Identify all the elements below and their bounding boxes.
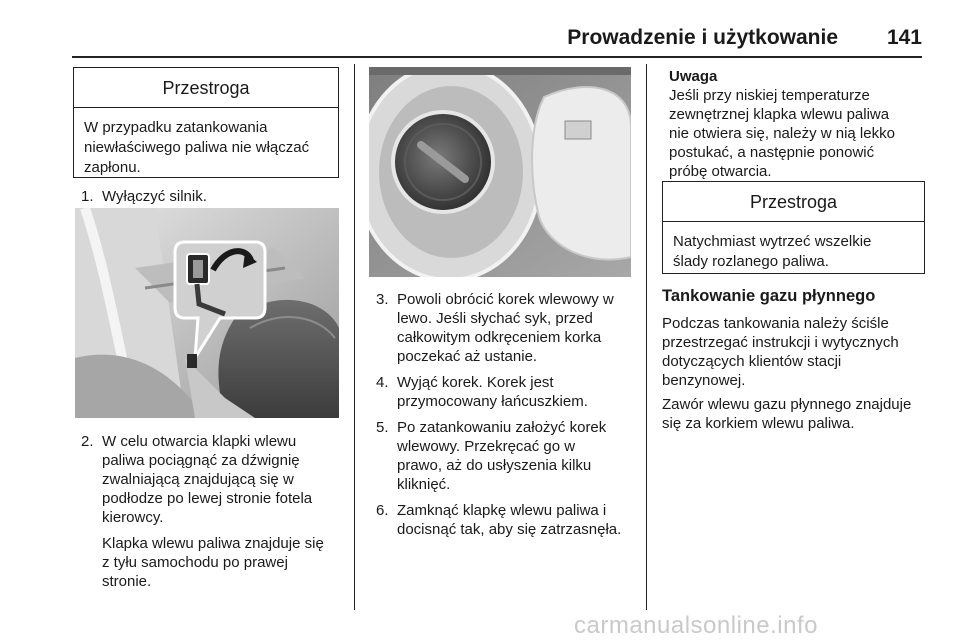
warning-title: Przestroga [663, 182, 924, 222]
step-number: 6. [376, 502, 389, 519]
paragraph-line: dotyczących klientów stacji [662, 353, 842, 370]
lpg-section-body [662, 314, 952, 433]
steps-3-to-6 [376, 290, 644, 546]
step-text [397, 501, 644, 539]
note-line: z tyłu samochodu po prawej [102, 554, 288, 571]
step-line: prawo, aż do usłyszenia kilku [397, 457, 592, 474]
paragraph-line: się za korkiem wlewu paliwa. [662, 415, 855, 432]
paragraph-line: przestrzegać instrukcji i wytycznych [662, 334, 899, 351]
note-line: zewnętrznej klapka wlewu paliwa [669, 106, 890, 123]
paragraph-line: Zawór wlewu gazu płynnego znajduje [662, 396, 912, 413]
step-line: kliknięć. [397, 476, 451, 493]
step-line: W celu otwarcia klapki wlewu [102, 433, 297, 450]
note-line: Jeśli przy niskiej temperaturze [669, 87, 870, 104]
column-divider-right [646, 64, 647, 610]
paragraph-line: benzynowej. [662, 372, 746, 389]
step-line: paliwa pociągnąć za dźwignię [102, 452, 300, 469]
warning-line: ślady rozlanego paliwa. [673, 253, 829, 270]
step-text [397, 373, 644, 411]
figure-fuel-cap [369, 67, 631, 277]
note-block [669, 67, 939, 181]
paragraph-line: Podczas tankowania należy ściśle [662, 315, 889, 332]
step-line: Po zatankowaniu założyć korek [397, 419, 607, 436]
figure-release-lever [75, 208, 339, 418]
step-line: zwalniającą znajdującą się w [102, 471, 294, 488]
step-line: Zamknąć klapkę wlewu paliwa i [397, 502, 607, 519]
step-line: lewo. Jeśli słychać syk, przed [397, 310, 593, 327]
warning-line: niewłaściwego paliwa nie włączać [84, 139, 310, 156]
warning-title: Przestroga [74, 68, 338, 108]
step-text [397, 290, 644, 366]
step-line: kierowcy. [102, 509, 164, 526]
running-header-title: Prowadzenie i użytkowanie [567, 26, 838, 49]
step-text [102, 432, 351, 527]
step-text: Wyłączyć silnik. [102, 188, 207, 205]
step-line: przymocowany łańcuszkiem. [397, 393, 588, 410]
step-line: poczekać aż ustanie. [397, 348, 538, 365]
step-text [397, 418, 644, 494]
note-line: postukać, a następnie ponowić [669, 144, 875, 161]
step-number: 3. [376, 291, 389, 308]
warning-text [663, 222, 924, 282]
step-5 [376, 418, 644, 494]
warning-line: zapłonu. [84, 159, 141, 176]
step-line: docisnąć tak, aby się zatrzasnęła. [397, 521, 622, 538]
column-divider-left [354, 64, 355, 610]
step-2-note [102, 534, 351, 591]
step-line: podłodze po lewej stronie fotela [102, 490, 313, 507]
note-line: próbę otwarcia. [669, 163, 772, 180]
step-2 [81, 432, 351, 591]
warning-line: Natychmiast wytrzeć wszelkie [673, 233, 872, 250]
step-number: 2. [81, 433, 94, 450]
warning-line: W przypadku zatankowania [84, 119, 268, 136]
step-number: 4. [376, 374, 389, 391]
step-6 [376, 501, 644, 539]
lpg-paragraph-1 [662, 314, 952, 390]
step-line: Wyjąć korek. Korek jest [397, 374, 554, 391]
watermark: carmanualsonline.info [574, 612, 818, 639]
warning-box-spill [662, 181, 925, 274]
warning-text [74, 108, 338, 188]
note-line: nie otwiera się, należy w nią lekko [669, 125, 895, 142]
note-line: Klapka wlewu paliwa znajduje się [102, 535, 324, 552]
release-lever-illustration [75, 208, 339, 418]
lpg-paragraph-2 [662, 395, 952, 433]
page-number: 141 [886, 26, 922, 49]
step-line: wlewowy. Przekręcać go w [397, 438, 576, 455]
step-line: całkowitym odkręceniem korka [397, 329, 602, 346]
header-rule [72, 56, 922, 58]
step-number: 1. [81, 188, 94, 205]
step-number: 5. [376, 419, 389, 436]
section-title-lpg: Tankowanie gazu płynnego [662, 287, 876, 305]
step-3 [376, 290, 644, 366]
warning-box-fuel [73, 67, 339, 178]
step-line: Powoli obrócić korek wlewowy w [397, 291, 614, 308]
step-4 [376, 373, 644, 411]
fuel-cap-illustration [369, 67, 631, 277]
note-line: stronie. [102, 573, 152, 590]
note-title: Uwaga [669, 68, 718, 85]
